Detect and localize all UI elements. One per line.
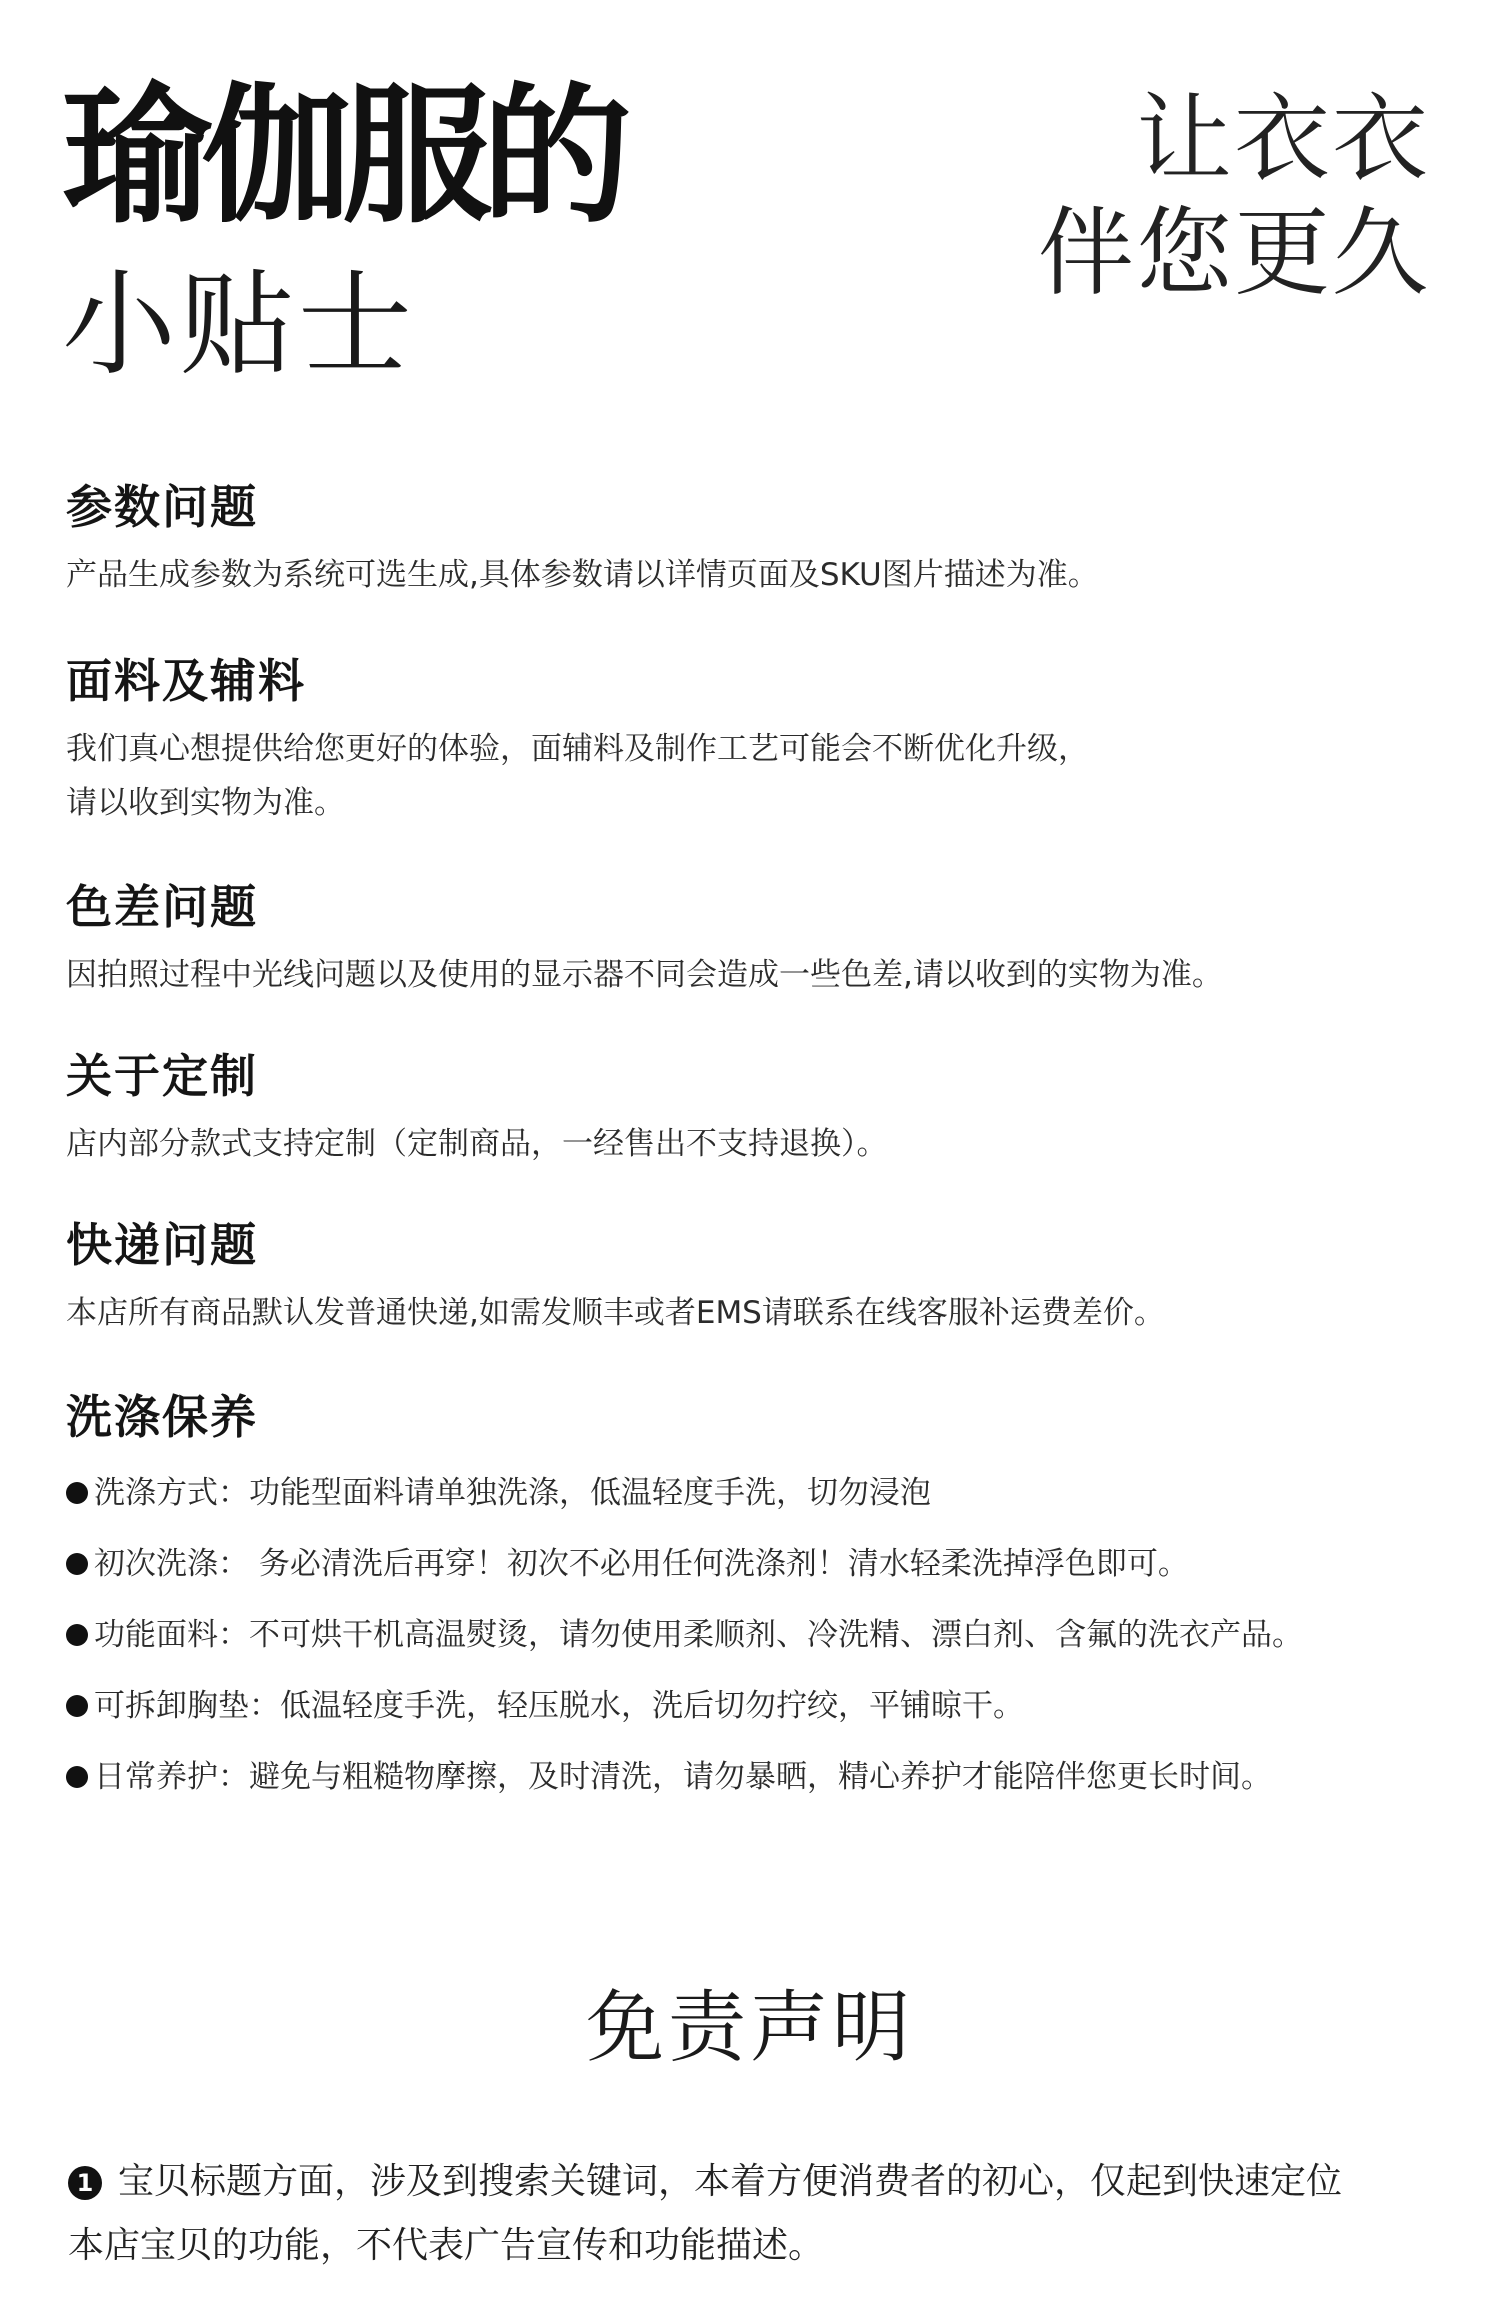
section-text: 因拍照过程中光线问题以及使用的显示器不同会造成一些色差,请以收到的实物为准。 (66, 957, 1223, 993)
disclaimer-title: 免责声明 (585, 1983, 914, 2073)
section-shipping (66, 1214, 1446, 1340)
bullet-icon (66, 1482, 88, 1504)
care-item-text: 可拆卸胸垫：低温轻度手洗，轻压脱水，洗后切勿拧绞，平铺晾干。 (94, 1688, 1024, 1724)
slogan (1038, 82, 1430, 310)
bullet-icon (66, 1624, 88, 1646)
section-text: 请以收到实物为准。 (66, 785, 345, 821)
section-heading: 洗涤保养 (66, 1390, 258, 1444)
bullet-icon (66, 1695, 88, 1717)
section-heading: 色差问题 (66, 880, 258, 934)
section-heading: 面料及辅料 (66, 654, 306, 708)
list-item (66, 1671, 1446, 1742)
section-text: 本店所有商品默认发普通快递,如需发顺丰或者EMS请联系在线客服补运费差价。 (66, 1295, 1165, 1331)
care-item-text: 功能面料：不可烘干机高温熨烫，请勿使用柔顺剂、冷洗精、漂白剂、含氟的洗衣产品。 (94, 1617, 1303, 1653)
section-care (66, 1386, 1446, 1813)
disclaimer-line-1 (68, 2150, 1448, 2214)
disclaimer-text: 宝贝标题方面，涉及到搜索关键词，本着方便消费者的初心，仅起到快速定位 (118, 2161, 1343, 2202)
slogan-line-1: 让衣衣 (1136, 83, 1430, 195)
bullet-icon (66, 1766, 88, 1788)
disclaimer-line-2: 本店宝贝的功能，不代表广告宣传和功能描述。 (68, 2225, 825, 2266)
section-heading: 快递问题 (66, 1218, 258, 1272)
section-color-difference (66, 876, 1446, 1002)
care-item-text: 日常养护：避免与粗糙物摩擦，及时清洗，请勿暴晒，精心养护才能陪伴您更长时间。 (94, 1759, 1272, 1795)
section-heading: 关于定制 (66, 1049, 258, 1103)
list-item (66, 1742, 1446, 1813)
disclaimer-item (68, 2150, 1448, 2278)
slogan-line-2: 伴您更久 (1038, 197, 1430, 309)
care-list (66, 1458, 1446, 1813)
care-item-text: 初次洗涤： 务必清洗后再穿！初次不必用任何洗涤剂！清水轻柔洗掉浮色即可。 (94, 1546, 1189, 1582)
section-text: 产品生成参数为系统可选生成,具体参数请以详情页面及SKU图片描述为准。 (66, 557, 1099, 593)
page-title: 瑜伽服的 (62, 70, 623, 244)
section-text: 我们真心想提供给您更好的体验，面辅料及制作工艺可能会不断优化升级， (66, 731, 1089, 767)
section-fabric (66, 650, 1446, 830)
section-text: 店内部分款式支持定制（定制商品，一经售出不支持退换）。 (66, 1126, 888, 1162)
list-item (66, 1600, 1446, 1671)
bullet-icon (66, 1553, 88, 1575)
list-item (66, 1458, 1446, 1529)
number-1-icon: 1 (68, 2166, 102, 2200)
care-item-text: 洗涤方式：功能型面料请单独洗涤，低温轻度手洗，切勿浸泡 (94, 1475, 931, 1511)
page-subtitle: 小贴士 (62, 258, 417, 391)
section-heading: 参数问题 (66, 480, 258, 534)
section-customization (66, 1045, 1446, 1171)
section-parameters (66, 476, 1446, 602)
list-item (66, 1529, 1446, 1600)
